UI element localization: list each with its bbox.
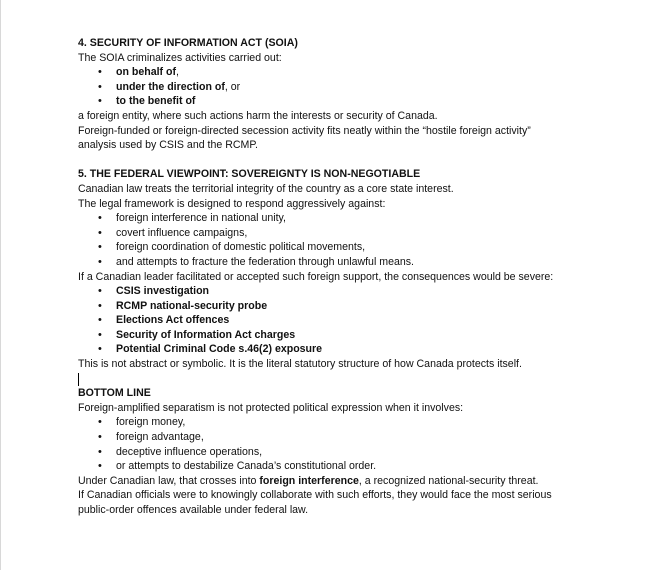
section4-paragraph: Foreign-funded or foreign-directed secession activity fits neatly within the “hostile foreign activity” bbox=[78, 124, 531, 137]
list-item: • CSIS investigation bbox=[98, 285, 210, 298]
bottom-line-heading: BOTTOM LINE bbox=[78, 387, 151, 400]
section5-heading: 5. THE FEDERAL VIEWPOINT: SOVEREIGNTY IS NON-NEGOTIABLE bbox=[78, 168, 421, 181]
bullet-icon: • bbox=[98, 95, 102, 108]
list-item: • foreign money, bbox=[98, 416, 186, 429]
bottom-line-paragraph: If Canadian officials were to knowingly collaborate with such efforts, they would face the most serious bbox=[78, 489, 552, 502]
list-item: • Security of Information Act charges bbox=[98, 328, 296, 341]
bullet-icon: • bbox=[98, 285, 102, 298]
list-item: • foreign interference in national unity, bbox=[98, 212, 286, 225]
text-cursor bbox=[78, 373, 79, 386]
bullet-icon: • bbox=[98, 328, 102, 341]
section5-bullet-list bbox=[78, 211, 642, 269]
list-item: • to the benefit of bbox=[98, 95, 196, 108]
bottom-line-bullet-list bbox=[78, 415, 642, 473]
bottom-line-paragraph: public-order offences available under federal law. bbox=[78, 504, 309, 516]
bullet-icon: • bbox=[98, 255, 102, 268]
bullet-icon: • bbox=[98, 212, 102, 225]
list-item: • on behalf of, bbox=[98, 66, 179, 79]
bullet-icon: • bbox=[98, 80, 102, 93]
list-item: • Elections Act offences bbox=[98, 314, 230, 327]
list-item: • covert influence campaigns, bbox=[98, 226, 248, 239]
bullet-icon: • bbox=[98, 343, 102, 356]
bullet-icon: • bbox=[98, 314, 102, 327]
consequences-list bbox=[78, 284, 642, 357]
bullet-icon: • bbox=[98, 226, 102, 239]
section4-heading: 4. SECURITY OF INFORMATION ACT (SOIA) bbox=[78, 37, 298, 49]
list-item: • foreign coordination of domestic political movements, bbox=[98, 241, 366, 254]
bullet-icon: • bbox=[98, 241, 102, 254]
bottom-line-paragraph: Under Canadian law, that crosses into foreign interference, a recognized national-security threat. bbox=[78, 474, 539, 487]
list-item: • Potential Criminal Code s.46(2) exposure bbox=[98, 343, 323, 356]
section5-paragraph: This is not abstract or symbolic. It is the literal statutory structure of how Canada protects itself. bbox=[78, 358, 522, 371]
list-item: • and attempts to fracture the federation through unlawful means. bbox=[98, 255, 414, 268]
section5-paragraph: Canadian law treats the territorial integrity of the country as a core state interest. bbox=[78, 182, 454, 195]
list-item: • RCMP national-security probe bbox=[98, 299, 268, 312]
paragraph-spacer bbox=[78, 153, 642, 168]
section4-intro: The SOIA criminalizes activities carried out: bbox=[78, 51, 282, 64]
text-editing-area[interactable] bbox=[78, 372, 642, 387]
list-item: • deceptive influence operations, bbox=[98, 445, 263, 458]
section5-paragraph: The legal framework is designed to respond aggressively against: bbox=[78, 197, 386, 210]
section5-paragraph: If a Canadian leader facilitated or accepted such foreign support, the consequences would be severe: bbox=[78, 270, 554, 283]
bullet-icon: • bbox=[98, 416, 102, 429]
list-item: • under the direction of, or bbox=[98, 80, 241, 93]
bullet-icon: • bbox=[98, 299, 102, 312]
bullet-icon: • bbox=[98, 66, 102, 79]
section4-paragraph: analysis used by CSIS and the RCMP. bbox=[78, 139, 258, 152]
bullet-icon: • bbox=[98, 460, 102, 473]
section4-paragraph: a foreign entity, where such actions harm the interests or security of Canada. bbox=[78, 109, 438, 122]
section4-bullet-list bbox=[78, 65, 642, 109]
bullet-icon: • bbox=[98, 431, 102, 444]
bullet-icon: • bbox=[98, 445, 102, 458]
list-item: • foreign advantage, bbox=[98, 431, 204, 444]
list-item: • or attempts to destabilize Canada’s constitutional order. bbox=[98, 460, 377, 473]
bottom-line-paragraph: Foreign-amplified separatism is not protected political expression when it involves: bbox=[78, 401, 464, 414]
